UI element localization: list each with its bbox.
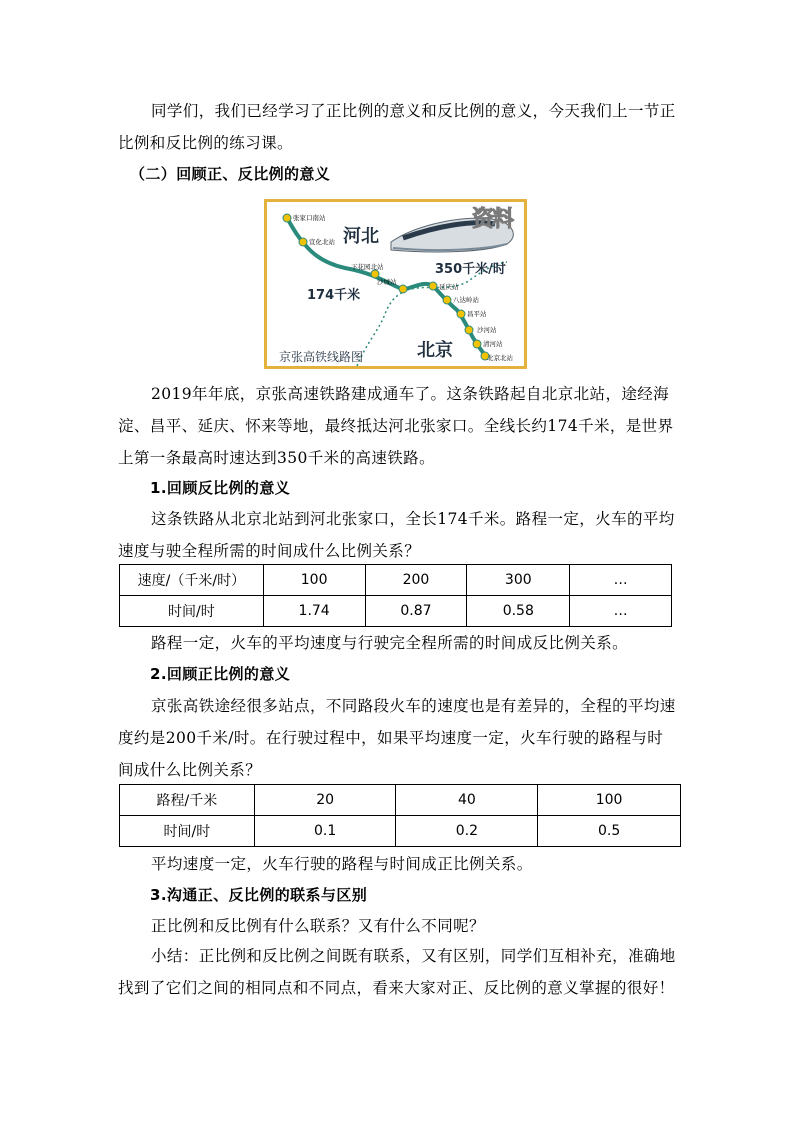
- label-hebei: 河北: [343, 226, 379, 247]
- table-cell: 0.2: [396, 816, 538, 847]
- table-distance-time: [119, 784, 681, 847]
- station-label-6: 八达岭站: [453, 296, 479, 304]
- station-label-1: 张家口南站: [293, 214, 326, 222]
- table-row: [120, 816, 681, 847]
- summary-paragraph: 小结：正比例和反比例之间既有联系，又有区别，同学们互相补充，准确地找到了它们之间的相同点和不同点，看来大家对正、反比例的意义掌握的很好！: [118, 947, 676, 997]
- table-cell: …: [570, 596, 672, 627]
- station-dot-8: [465, 326, 473, 334]
- station-dot-9: [473, 340, 481, 348]
- table-cell: 0.5: [538, 816, 681, 847]
- table-cell: 100: [263, 565, 365, 596]
- station-label-8: 沙河站: [477, 326, 497, 334]
- table-cell: 路程/千米: [120, 785, 255, 816]
- label-distance: 174千米: [307, 288, 361, 303]
- table-cell: 200: [365, 565, 467, 596]
- station-dot-7: [457, 310, 465, 318]
- railway-intro-paragraph: 2019年年底，京张高速铁路建成通车了。这条铁路起自北京北站，途经海淀、昌平、延庆、怀来等地，最终抵达河北张家口。全线长约174千米，是世界上第一条最高时速达到350千米的高速铁路。: [118, 385, 674, 467]
- conclusion-inverse: 路程一定，火车的平均速度与行驶完全程所需的时间成反比例关系。: [151, 634, 629, 652]
- station-label-2: 宣化北站: [309, 238, 335, 246]
- table-row: [120, 785, 681, 816]
- station-label-10: 北京北站: [487, 354, 513, 362]
- table-cell: …: [570, 565, 672, 596]
- intro-paragraph: 同学们，我们已经学习了正比例的意义和反比例的意义，今天我们上一节正比例和反比例的练习课。: [118, 102, 676, 152]
- map-caption: 京张高铁线路图: [279, 350, 364, 364]
- table-speed-time: [119, 564, 672, 627]
- table-cell: 时间/时: [120, 596, 264, 627]
- table-cell: 0.87: [365, 596, 467, 627]
- table-row: [120, 596, 672, 627]
- station-label-9: 清河站: [483, 340, 503, 348]
- question-compare: 正比例和反比例有什么联系？又有什么不同呢？: [151, 917, 485, 935]
- station-dot-5: [429, 282, 437, 290]
- heading-compare: 3.沟通正、反比例的联系与区别: [150, 886, 368, 904]
- question-inverse: 这条铁路从北京北站到河北张家口，全长174千米。路程一定，火车的平均速度与驶全程所需的时间成什么比例关系？: [118, 510, 675, 560]
- table-cell: 0.1: [254, 816, 396, 847]
- route-map: [264, 199, 527, 369]
- station-dot-2: [299, 238, 307, 246]
- table-cell: 1.74: [263, 596, 365, 627]
- label-beijing: 北京: [417, 340, 453, 361]
- label-speed: 350千米/时: [435, 262, 506, 277]
- table-cell: 40: [396, 785, 538, 816]
- heading-inverse: 1.回顾反比例的意义: [150, 479, 291, 497]
- station-dot-1: [283, 214, 291, 222]
- table-cell: 时间/时: [120, 816, 255, 847]
- table-cell: 20: [254, 785, 396, 816]
- station-dot-6: [443, 296, 451, 304]
- conclusion-direct: 平均速度一定，火车行驶的路程与时间成正比例关系。: [151, 855, 533, 873]
- table-cell: 0.58: [467, 596, 570, 627]
- table-cell: 100: [538, 785, 681, 816]
- question-direct: 京张高铁途经很多站点，不同路段火车的速度也是有差异的，全程的平均速度约是200千米/时。在行驶过程中，如果平均速度一定，火车行驶的路程与时间成什么比例关系？: [118, 697, 676, 779]
- table-row: [120, 565, 672, 596]
- station-label-5: 延庆站: [439, 283, 459, 291]
- boundary-line-1: [357, 290, 407, 366]
- station-dot-4: [399, 285, 407, 293]
- station-label-7: 昌平站: [467, 310, 487, 318]
- heading-direct: 2.回顾正比例的意义: [150, 665, 291, 683]
- material-badge: 资料: [472, 207, 513, 232]
- table-cell: 300: [467, 565, 570, 596]
- table-cell: 速度/（千米/时）: [120, 565, 264, 596]
- section-title: （二）回顾正、反比例的意义: [130, 165, 331, 183]
- station-label-4: 沙城站: [377, 278, 397, 286]
- station-label-3: 下花园北站: [351, 263, 384, 271]
